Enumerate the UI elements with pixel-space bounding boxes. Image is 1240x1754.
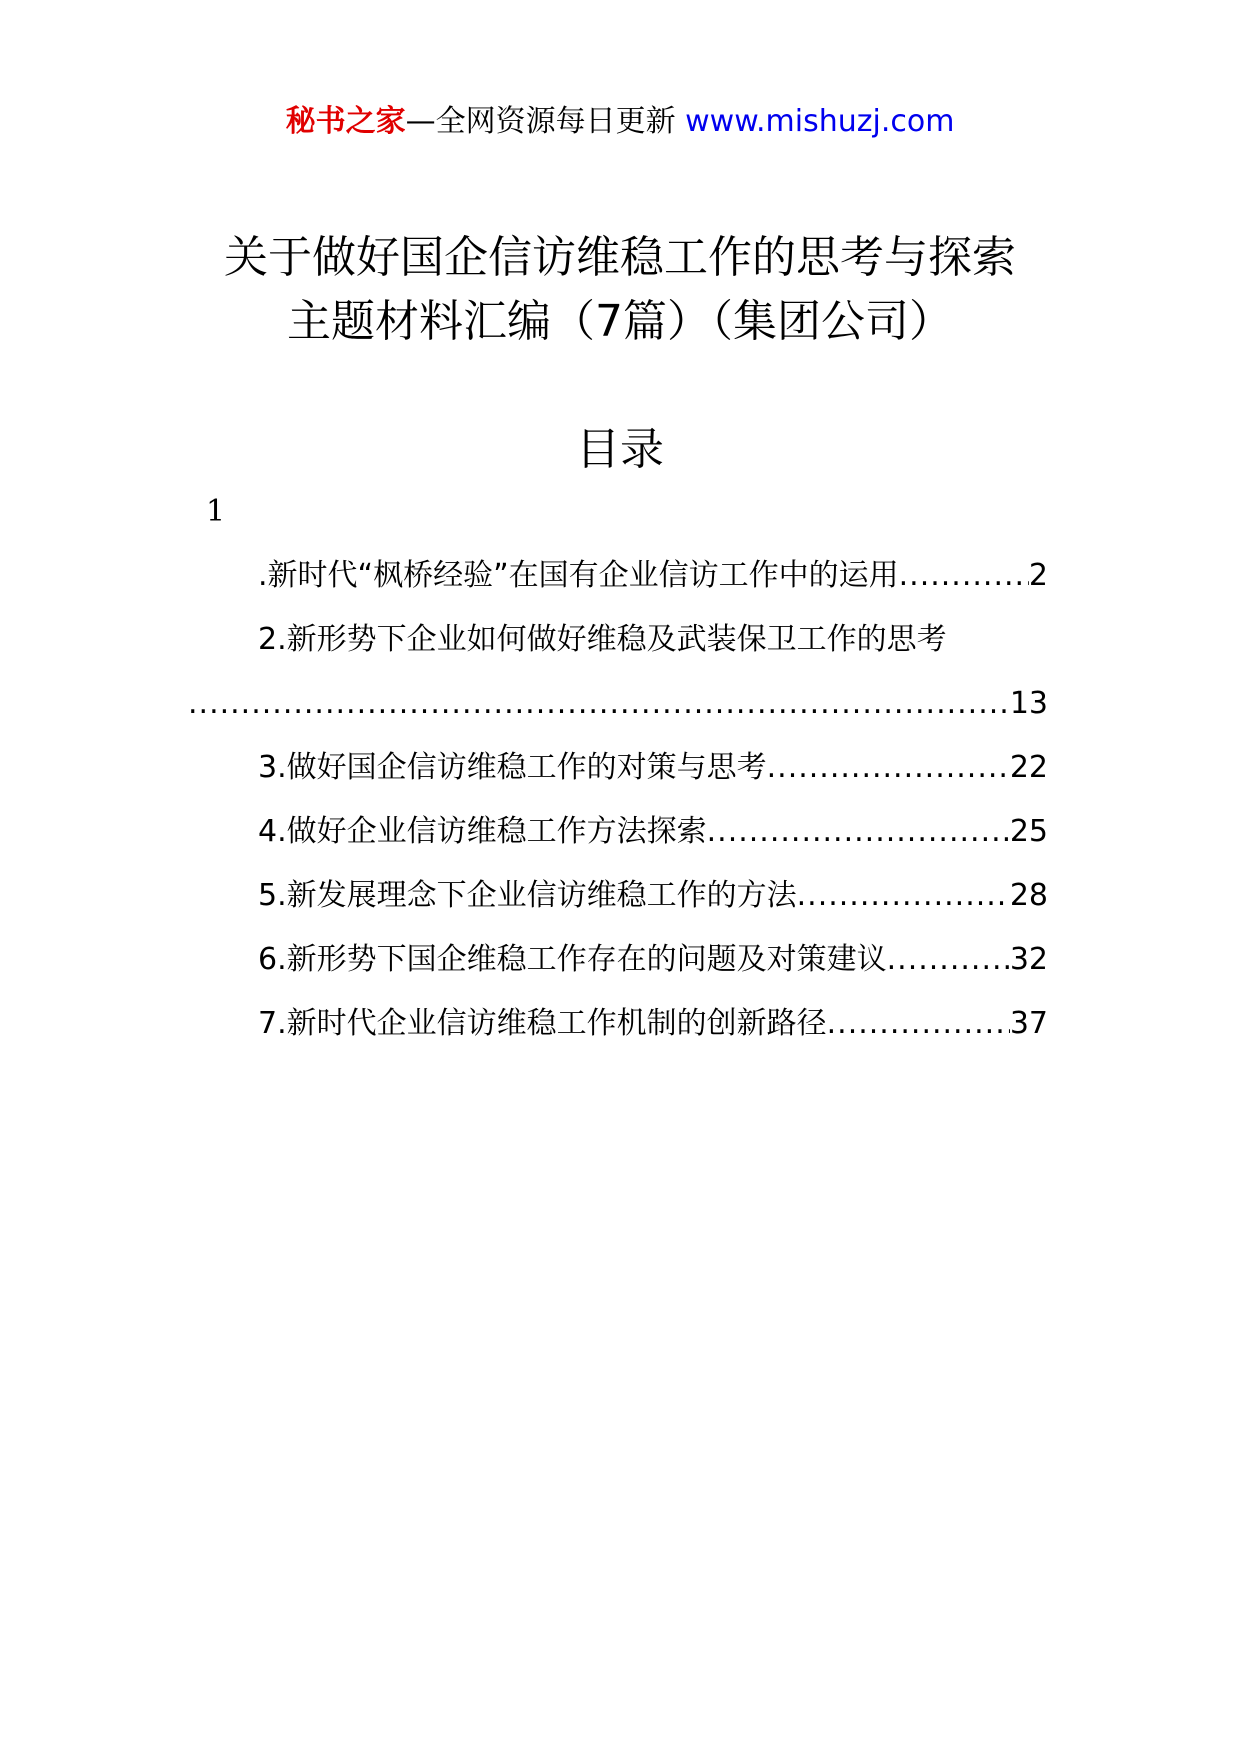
banner-tagline: —全网资源每日更新	[405, 104, 686, 139]
site-url-link[interactable]: www.mishuzj.com	[685, 104, 955, 139]
toc-entry-3[interactable]	[188, 748, 1048, 812]
toc-entry-label: 6.新形势下国企维稳工作存在的问题及对策建议	[258, 942, 887, 977]
toc-entry-page: 2	[1028, 558, 1048, 593]
toc-leader-dots	[827, 1004, 1010, 1044]
site-banner	[0, 100, 1240, 144]
toc-entry-page: 22	[1009, 750, 1048, 785]
table-of-contents	[188, 556, 1048, 1068]
toc-entry-4[interactable]	[188, 812, 1048, 876]
toc-entry-label: 4.做好企业信访维稳工作方法探索	[258, 814, 707, 849]
document-title-line-1: 关于做好国企信访维稳工作的思考与探索	[224, 232, 1016, 283]
toc-entry-page: 37	[1009, 1006, 1048, 1041]
brand-name: 秘书之家	[285, 104, 406, 139]
toc-entry-1[interactable]	[188, 556, 1048, 620]
toc-list-marker: 1	[206, 494, 226, 529]
toc-entry-label: 2.新形势下企业如何做好维稳及武装保卫工作的思考	[258, 622, 947, 657]
toc-leader-dots	[707, 812, 1010, 852]
toc-entry-page: 28	[1009, 878, 1048, 913]
document-title-line-2: 主题材料汇编（7篇）（集团公司）	[287, 296, 953, 347]
toc-leader-dots	[797, 876, 1010, 916]
toc-leader-dots	[767, 748, 1010, 788]
toc-entry-6[interactable]	[188, 940, 1048, 1004]
document-title	[0, 226, 1240, 354]
toc-leader-dots	[887, 940, 1010, 980]
toc-entry-page: 13	[1009, 686, 1048, 721]
toc-heading: 目录	[576, 424, 664, 475]
toc-entry-label: 3.做好国企信访维稳工作的对策与思考	[258, 750, 767, 785]
toc-entry-page: 32	[1009, 942, 1048, 977]
toc-entry-continuation	[188, 684, 1048, 748]
toc-entry-5[interactable]	[188, 876, 1048, 940]
toc-entry-label: 5.新发展理念下企业信访维稳工作的方法	[258, 878, 797, 913]
toc-entry-2[interactable]	[188, 620, 1048, 748]
toc-leader-dots	[188, 684, 1010, 724]
toc-leader-dots	[899, 556, 1029, 596]
toc-entry-label: 7.新时代企业信访维稳工作机制的创新路径	[258, 1006, 827, 1041]
toc-entry-page: 25	[1009, 814, 1048, 849]
toc-entry-7[interactable]	[188, 1004, 1048, 1068]
toc-entry-label: .新时代“枫桥经验”在国有企业信访工作中的运用	[258, 558, 899, 593]
